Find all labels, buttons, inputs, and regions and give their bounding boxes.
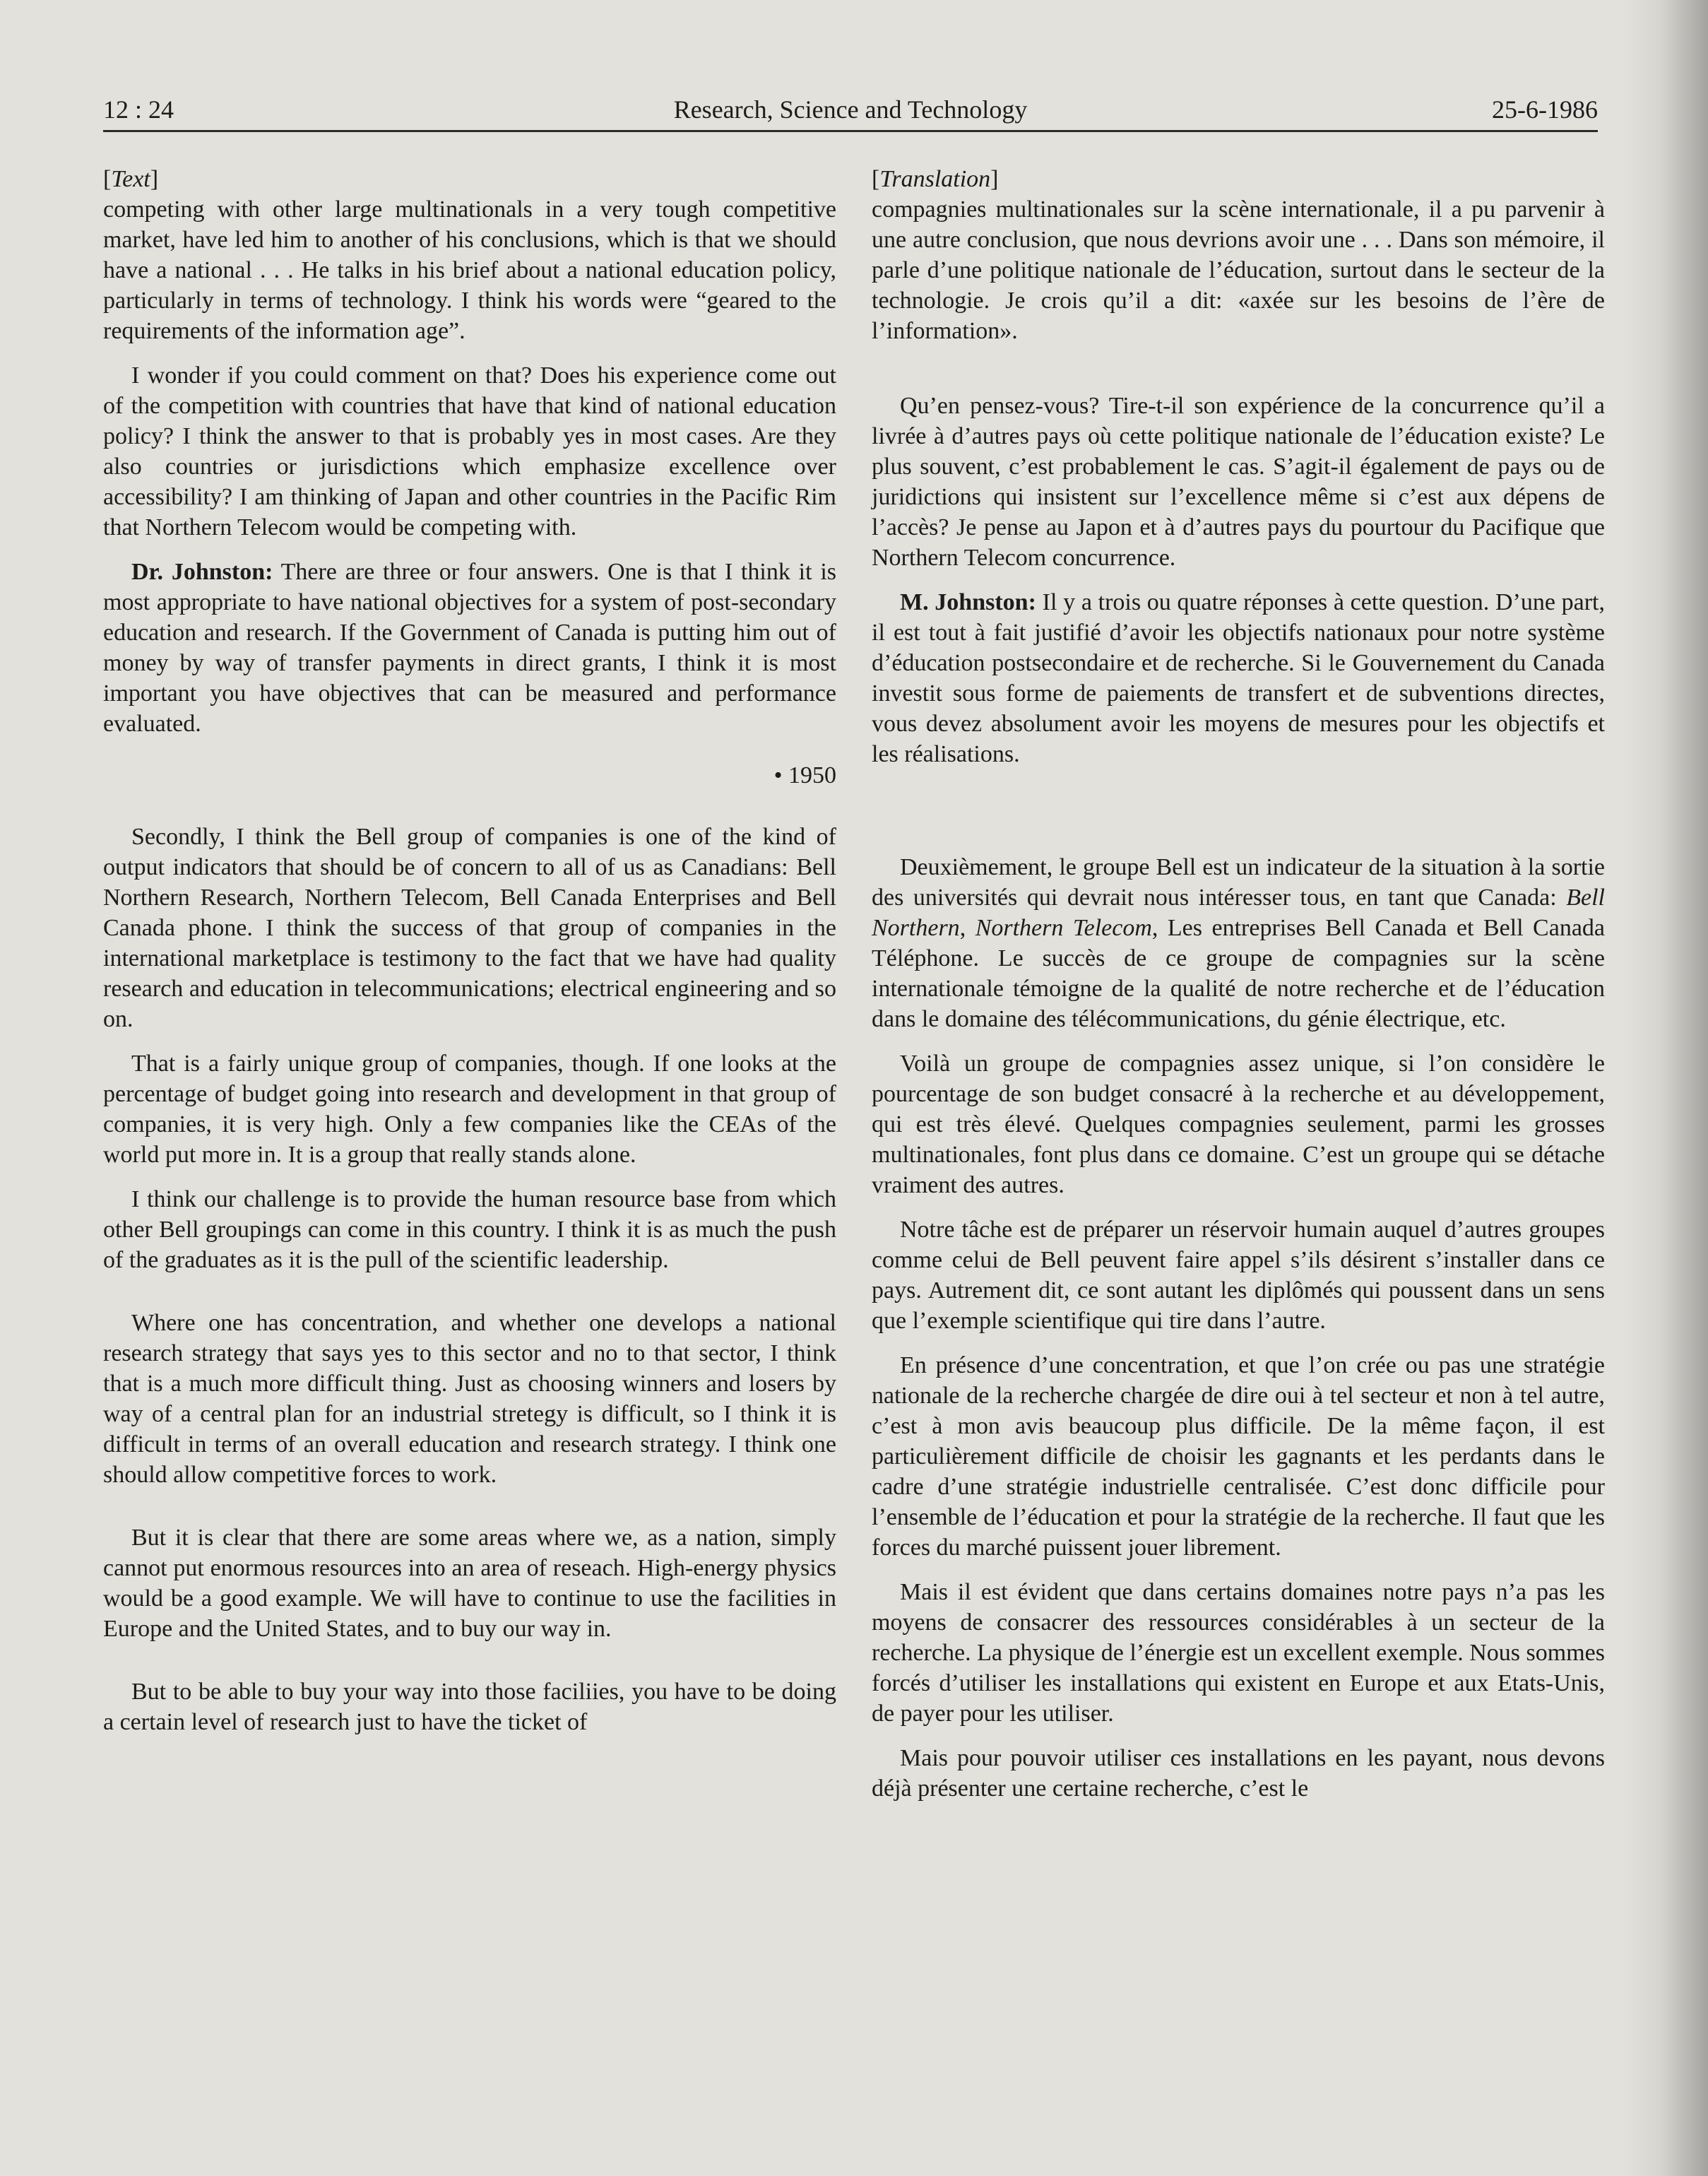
- paragraph: Secondly, I think the Bell group of companies is one of the kind of output indicators that should be of concern to all of us as Canadians: Bell Northern Research, Northern Telecom, Bell Canada Enterprises and Bell Canada phone. I think the success of that group of companies in the international marketplace is testimony to the fact that we have had quality research and education in telecommunications; electrical engineering and so on.: [103, 824, 836, 1032]
- speaker-name: Dr. Johnston:: [131, 559, 273, 585]
- page-header: [103, 92, 1598, 132]
- paragraph: I wonder if you could comment on that? Does his experience come out of the competition with countries that have that kind of national education policy? I think the answer to that is probably yes in most cases. Are they also countries or jurisdictions which emphasize excellence over accessibility? I am thinking of Japan and other countries in the Pacific Rim that Northern Telecom would be competing with.: [103, 362, 836, 540]
- speaker-name: M. Johnston:: [900, 589, 1036, 615]
- paragraph: En présence d’une concentration, et que l’on crée ou pas une stratégie nationale de la recherche chargée de dire oui à tel secteur et non à tel autre, c’est à mon avis beaucoup plus difficile. De la même façon, il est particulièrement difficile de choisir les gagnants et les perdants dans le cadre d’une stratégie industrielle centralisée. C’est donc difficile pour l’ensemble de l’éducation et pour la stratégie de la recherche. Il faut que les forces du marché puissent jouer librement.: [872, 1352, 1605, 1561]
- company-name: Northern Telecom: [975, 915, 1152, 941]
- paragraph: Where one has concentration, and whether one develops a national research strategy that says yes to this sector and no to that sector, I think that is a much more difficult thing. Just as choosing winners and losers by way of a central plan for an industrial stretegy is difficult, so I think it is difficult in terms of an overall education and research strategy. I think one should allow competitive forces to work.: [103, 1310, 836, 1488]
- paragraph: That is a fairly unique group of companies, though. If one looks at the percentage of budget going into research and development in that group of companies, it is very high. Only a few companies like the CEAs of the world put more in. It is a group that really stands alone.: [103, 1051, 836, 1168]
- paragraph: Dr. Johnston: There are three or four answers. One is that I think it is most appropriate to have national objectives for a system of post-secondary education and research. If the Government of Canada is putting him out of money by way of transfer payments in direct grants, I think it is most important you have objectives that can be measured and performance evaluated.: [103, 559, 836, 737]
- publication-title: Research, Science and Technology: [673, 95, 1028, 124]
- paragraph: I think our challenge is to provide the human resource base from which other Bell groupings can come in this country. I think it is as much the push of the graduates as it is the pull of the scientific leadership.: [103, 1186, 836, 1273]
- paragraph: But it is clear that there are some areas where we, as a nation, simply cannot put enormous resources into an area of reseach. High-energy physics would be a good example. We will have to continue to use the facilities in Europe and the United States, and to buy our way in.: [103, 1525, 836, 1642]
- paragraph: But to be able to buy your way into those faciliies, you have to be doing a certain level of research just to have the ticket of: [103, 1679, 836, 1735]
- header-date: 25-6-1986: [1492, 95, 1598, 124]
- paragraph: Notre tâche est de préparer un réservoir humain auquel d’autres groupes comme celui de Bell peuvent faire appel s’ils désirent s’installer dans ce pays. Autrement dit, ce sont autant les diplômés qui poussent dans un sens que l’exemple scientifique qui tire dans l’autre.: [872, 1217, 1605, 1334]
- page-number: 12 : 24: [103, 95, 174, 124]
- paragraph: Qu’en pensez-vous? Tire-t-il son expérience de la concurrence qu’il a livrée à d’autres pays où cette politique nationale de l’éducation existe? Le plus souvent, c’est probablement le cas. S’agit-il également de pays ou de juridictions qui insistent sur l’excellence même si c’est aux dépens de l’accès? Je pense au Japon et à d’autres pays du pourtour du Pacifique que Northern Telecom concurrence.: [872, 393, 1605, 571]
- english-column: [103, 164, 836, 1737]
- paragraph: Mais pour pouvoir utiliser ces installations en les payant, nous devons déjà présenter une certaine recherche, c’est le: [872, 1745, 1605, 1802]
- language-tag: [Translation]: [872, 166, 999, 192]
- paragraph: Voilà un groupe de compagnies assez unique, si l’on considère le pourcentage de son budget consacré à la recherche et au développement, qui est très élevé. Quelques compagnies seulement, parmi les grosses multinationales, font plus dans ce domaine. C’est un groupe qui se détache vraiment des autres.: [872, 1051, 1605, 1198]
- paragraph: Mais il est évident que dans certains domaines notre pays n’a pas les moyens de consacrer des ressources considérables à un secteur de la recherche. La physique de l’énergie est un excellent exemple. Nous sommes forcés d’utiliser les installations qui existent en Europe et aux Etats-Unis, de payer pour les utiliser.: [872, 1579, 1605, 1727]
- paragraph: M. Johnston: Il y a trois ou quatre réponses à cette question. D’une part, il est tout à fait justifié d’avoir les objectifs nationaux pour notre système d’éducation postsecondaire et de recherche. Si le Gouvernement du Canada investit sous forme de paiements de transfert et de subventions directes, vous devez absolument avoir les moyens de mesures pour les objectifs et les réalisations.: [872, 589, 1606, 767]
- paragraph: Deuxièmement, le groupe Bell est un indicateur de la situation à la sortie des universités qui devrait nous intéresser tous, en tant que Canada: Bell Northern, Northern Telecom, Les entreprises Bell Canada et Bell Canada Téléphone. Le succès de ce groupe de compagnies sur la scène internationale témoigne de la qualité de notre recherche et de l’éducation dans le domaine des télécommunications, du génie électrique, etc.: [872, 854, 1605, 1032]
- page-edge-shadow: [1623, 0, 1708, 2176]
- timestamp: • 1950: [773, 762, 836, 788]
- paragraph: compagnies multinationales sur la scène internationale, il a pu parvenir à une autre conclusion, que nous devrions avoir une . . . Dans son mémoire, il parle d’une politique nationale de l’éducation, surtout dans le secteur de la technologie. Je crois qu’il a dit: «axée sur les besoins de l’ère de l’information».: [872, 196, 1605, 344]
- paragraph: competing with other large multinationals in a very tough competitive market, have led him to another of his conclusions, which is that we should have a national . . . He talks in his brief about a national education policy, particularly in terms of technology. I think his words were “geared to the requirements of the information age”.: [103, 196, 836, 344]
- company-name: Bell Northern: [872, 885, 1605, 941]
- language-tag: [Text]: [103, 166, 159, 192]
- french-column: [872, 164, 1605, 1804]
